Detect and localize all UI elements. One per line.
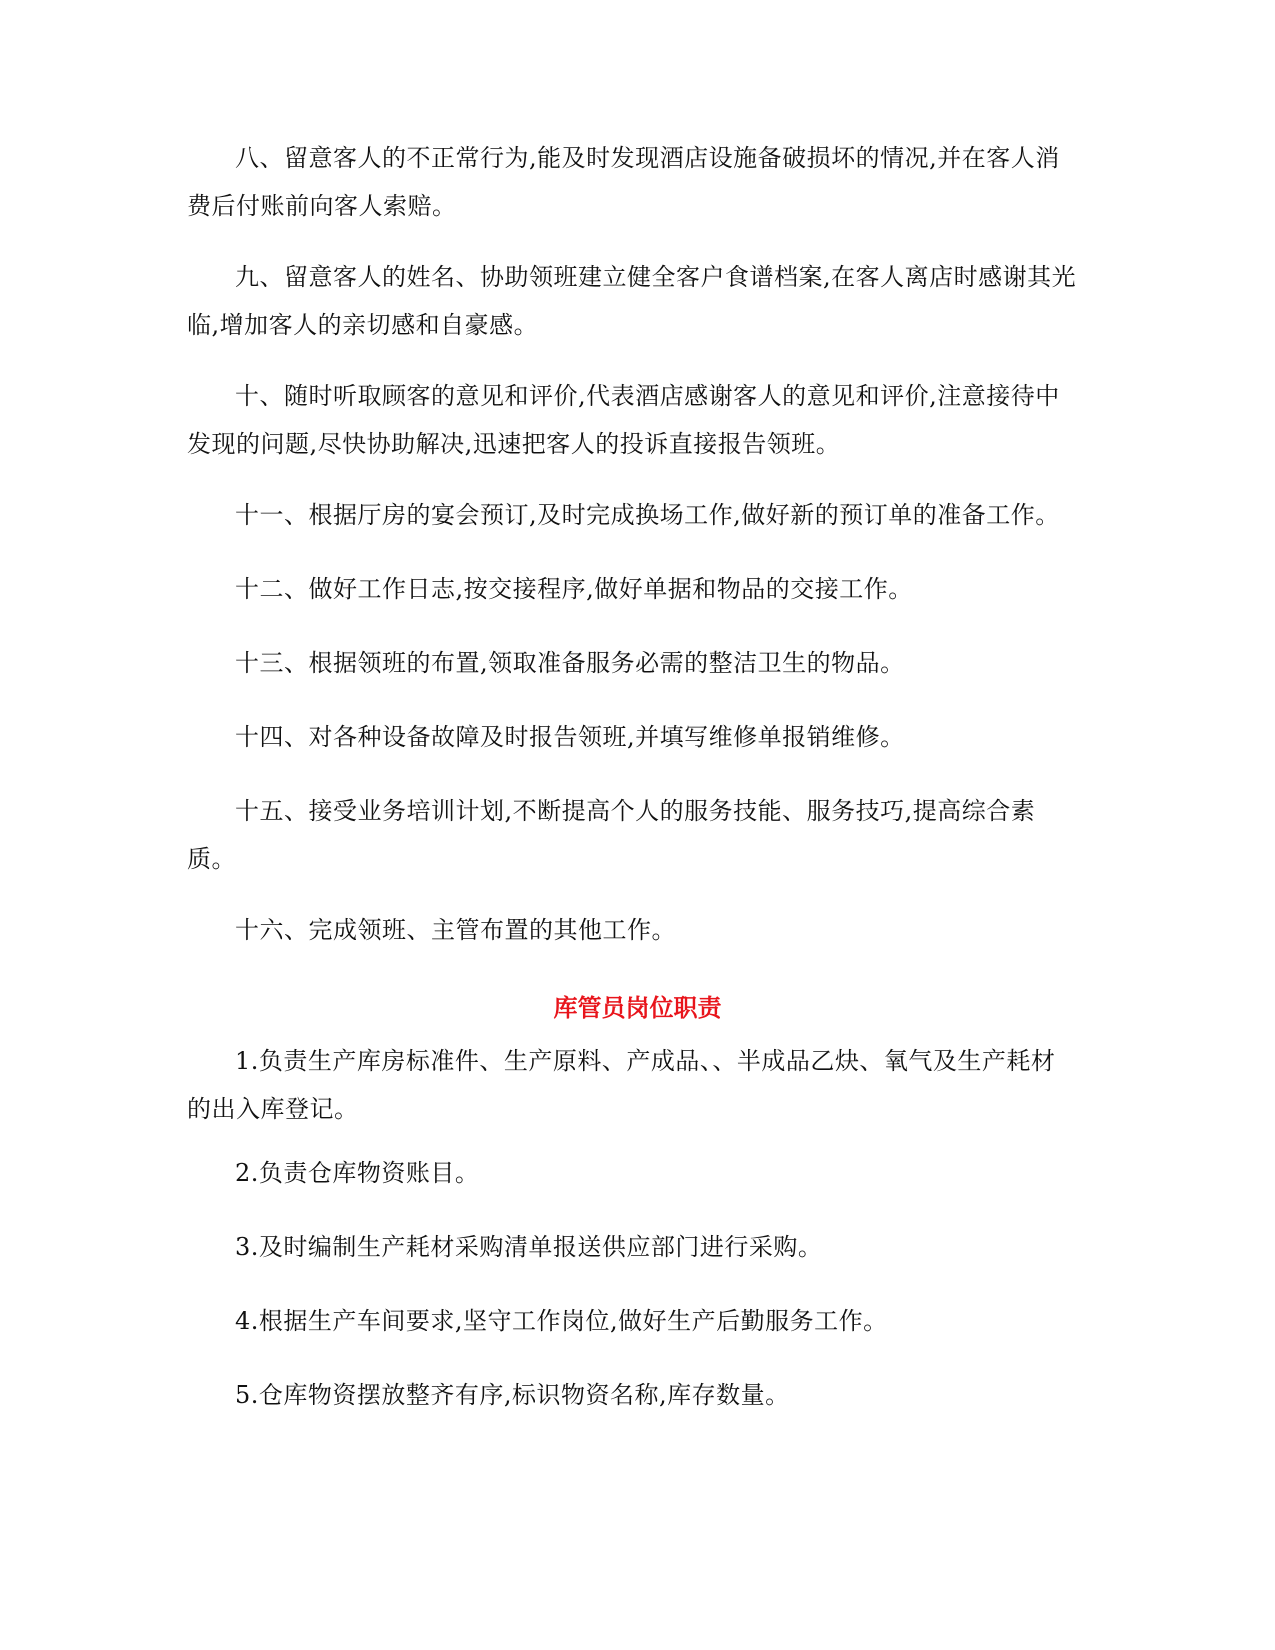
duty-item-10: 十、随时听取顾客的意见和评价,代表酒店感谢客人的意见和评价,注意接待中发现的问题,尽快协助解决,迅速把客人的投诉直接报告领班。 [187, 382, 1060, 458]
duty-item-15: 十五、接受业务培训计划,不断提高个人的服务技能、服务技巧,提高综合素质。 [187, 797, 1036, 873]
section-title-warehouse-keeper: 库管员岗位职责 [553, 993, 722, 1022]
duty-item-11: 十一、根据厅房的宴会预订,及时完成换场工作,做好新的预订单的准备工作。 [235, 501, 1060, 529]
warehouse-duty-3: 3.及时编制生产耗材采购清单报送供应部门进行采购。 [235, 1233, 823, 1261]
duty-item-8: 八、留意客人的不正常行为,能及时发现酒店设施备破损坏的情况,并在客人消费后付账前向客人索赔。 [187, 144, 1060, 220]
warehouse-duty-5: 5.仓库物资摆放整齐有序,标识物资名称,库存数量。 [235, 1381, 790, 1409]
warehouse-duty-1: 1.负责生产库房标准件、生产原料、产成品、、半成品乙炔、氧气及生产耗材的出入库登记。 [187, 1047, 1056, 1123]
duty-item-12: 十二、做好工作日志,按交接程序,做好单据和物品的交接工作。 [235, 575, 913, 603]
duty-item-9: 九、留意客人的姓名、协助领班建立健全客户食谱档案,在客人离店时感谢其光临,增加客人的亲切感和自豪感。 [187, 263, 1077, 339]
duty-item-16: 十六、完成领班、主管布置的其他工作。 [235, 916, 676, 944]
duty-item-14: 十四、对各种设备故障及时报告领班,并填写维修单报销维修。 [235, 723, 905, 751]
warehouse-duty-2: 2.负责仓库物资账目。 [235, 1159, 480, 1187]
duty-item-13: 十三、根据领班的布置,领取准备服务必需的整洁卫生的物品。 [235, 649, 905, 677]
warehouse-duty-4: 4.根据生产车间要求,坚守工作岗位,做好生产后勤服务工作。 [235, 1307, 888, 1335]
